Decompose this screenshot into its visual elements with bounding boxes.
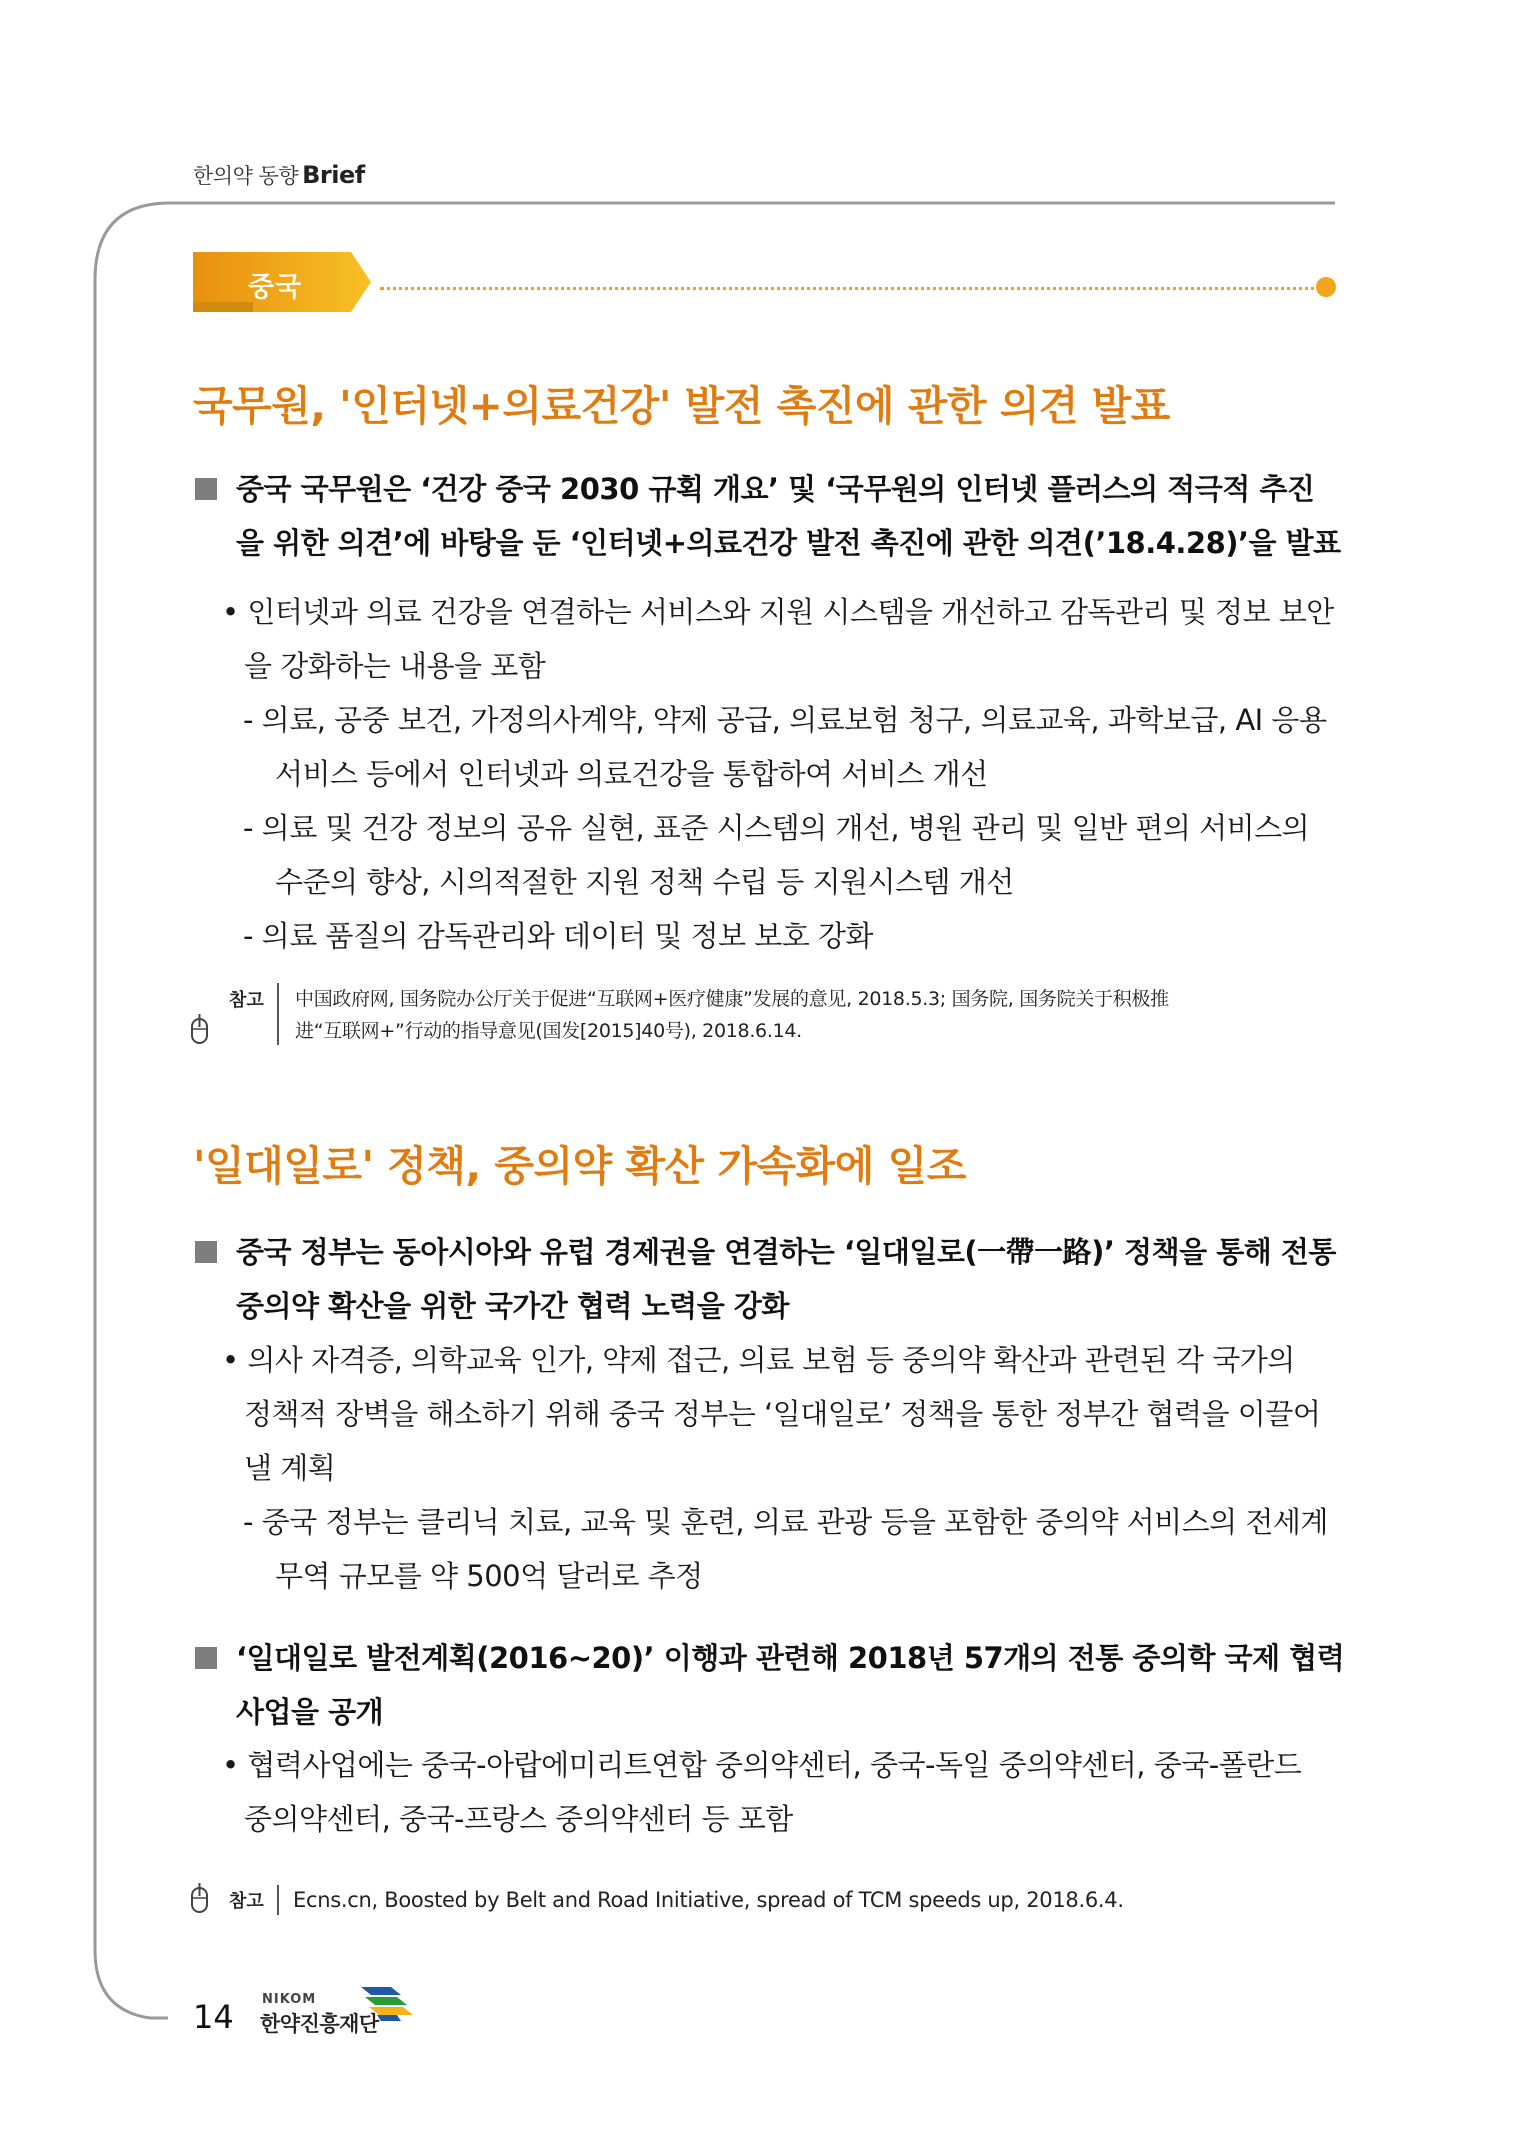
square-bullet-icon — [195, 1647, 217, 1669]
text-line: - 의료 품질의 감독관리와 데이터 및 정보 보호 강화 — [243, 919, 873, 953]
reference-divider — [277, 1885, 279, 1915]
square-bullet-icon — [195, 1241, 217, 1263]
text-line: 수준의 향상, 시의적절한 지원 정책 수립 등 지원시스템 개선 — [275, 865, 1014, 899]
paragraph-bullet — [222, 1333, 1320, 1495]
reference-text — [295, 983, 1169, 1047]
text-line: 정책적 장벽을 해소하기 위해 중국 정부는 ‘일대일로’ 정책을 통한 정부간 협력을 이끌어 — [244, 1397, 1321, 1431]
text-line: 무역 규모를 약 500억 달러로 추정 — [275, 1559, 703, 1593]
org-name-ko: 한약진흥재단 — [260, 2012, 379, 2036]
paragraph-dash — [243, 909, 873, 963]
text-line: 중국 정부는 동아시아와 유럽 경제권을 연결하는 ‘일대일로(一帶一路)’ 정책을 통해 전통 — [236, 1235, 1336, 1269]
paragraph-dash — [243, 1495, 1328, 1603]
text-line: - 의료 및 건강 정보의 공유 실현, 표준 시스템의 개선, 병원 관리 및 일반 편의 서비스의 — [243, 811, 1310, 845]
paragraph-dash — [243, 693, 1326, 801]
article-title: '일대일로' 정책, 중의약 확산 가속화에 일조 — [193, 1142, 966, 1190]
text-line: 중국 국무원은 ‘건강 중국 2030 규획 개요’ 및 ‘국무원의 인터넷 플러스의 적극적 추진 — [236, 472, 1315, 506]
text-line: 进“互联网+”行动的指导意见(国发[2015]40号), 2018.6.14. — [295, 1020, 802, 1042]
org-name-en: NIKOM — [262, 1992, 317, 2007]
paragraph-bullet — [222, 1738, 1301, 1846]
page-number: 14 — [193, 1998, 234, 2036]
text-line: ‘일대일로 발전계획(2016~20)’ 이행과 관련해 2018년 57개의 전통 중의학 국제 협력 — [236, 1641, 1345, 1675]
reference-divider — [277, 983, 279, 1045]
reference-label: 참고 — [229, 1891, 264, 1912]
article-title: 국무원, '인터넷+의료건강' 발전 촉진에 관한 의견 발표 — [193, 382, 1170, 430]
text-line: 사업을 공개 — [236, 1695, 384, 1729]
text-line: 을 강화하는 내용을 포함 — [244, 649, 546, 683]
text-line: • 의사 자격증, 의학교육 인가, 약제 접근, 의료 보험 등 중의약 확산과 관련된 각 국가의 — [222, 1343, 1295, 1377]
paragraph-main — [236, 1631, 1344, 1739]
org-logo-icon — [357, 1983, 415, 2023]
paragraph-main — [236, 1225, 1336, 1333]
square-bullet-icon — [195, 478, 217, 500]
running-head-title: 한의약 동향 — [193, 164, 299, 188]
text-line: - 의료, 공중 보건, 가정의사계약, 약제 공급, 의료보험 청구, 의료교육, 과학보급, AI 응용 — [243, 703, 1327, 737]
reference-label: 참고 — [229, 990, 264, 1011]
text-line: 中国政府网, 国务院办公厅关于促进“互联网+医疗健康”发展的意见, 2018.5.3; 国务院, 国务院关于积极推 — [295, 988, 1169, 1010]
running-head — [193, 160, 365, 190]
running-head-brand: Brief — [302, 161, 365, 189]
mouse-icon — [190, 1013, 210, 1045]
paragraph-dash — [243, 801, 1309, 909]
text-line: 서비스 등에서 인터넷과 의료건강을 통합하여 서비스 개선 — [275, 757, 988, 791]
text-line: 중의약 확산을 위한 국가간 협력 노력을 강화 — [236, 1289, 789, 1323]
text-line: 을 위한 의견’에 바탕을 둔 ‘인터넷+의료건강 발전 촉진에 관한 의견(’18.4.28)’을 발표 — [236, 526, 1341, 560]
section-tag: 중국 — [248, 272, 303, 303]
paragraph-bullet — [222, 585, 1334, 693]
text-line: 중의약센터, 중국-프랑스 중의약센터 등 포함 — [244, 1802, 793, 1836]
paragraph-main — [236, 462, 1341, 570]
rule-end-dot — [1316, 277, 1336, 297]
text-line: - 중국 정부는 클리닉 치료, 교육 및 훈련, 의료 관광 등을 포함한 중의약 서비스의 전세계 — [243, 1505, 1328, 1539]
mouse-icon — [190, 1882, 210, 1914]
text-line: 낼 계획 — [244, 1451, 336, 1485]
text-line: • 협력사업에는 중국-아랍에미리트연합 중의약센터, 중국-독일 중의약센터, 중국-폴란드 — [222, 1748, 1302, 1782]
reference-text: Ecns.cn, Boosted by Belt and Road Initiative, spread of TCM speeds up, 2018.6.4. — [293, 1888, 1124, 1912]
text-line: • 인터넷과 의료 건강을 연결하는 서비스와 지원 시스템을 개선하고 감독관리 및 정보 보안 — [222, 595, 1334, 629]
dotted-rule — [380, 287, 1322, 290]
